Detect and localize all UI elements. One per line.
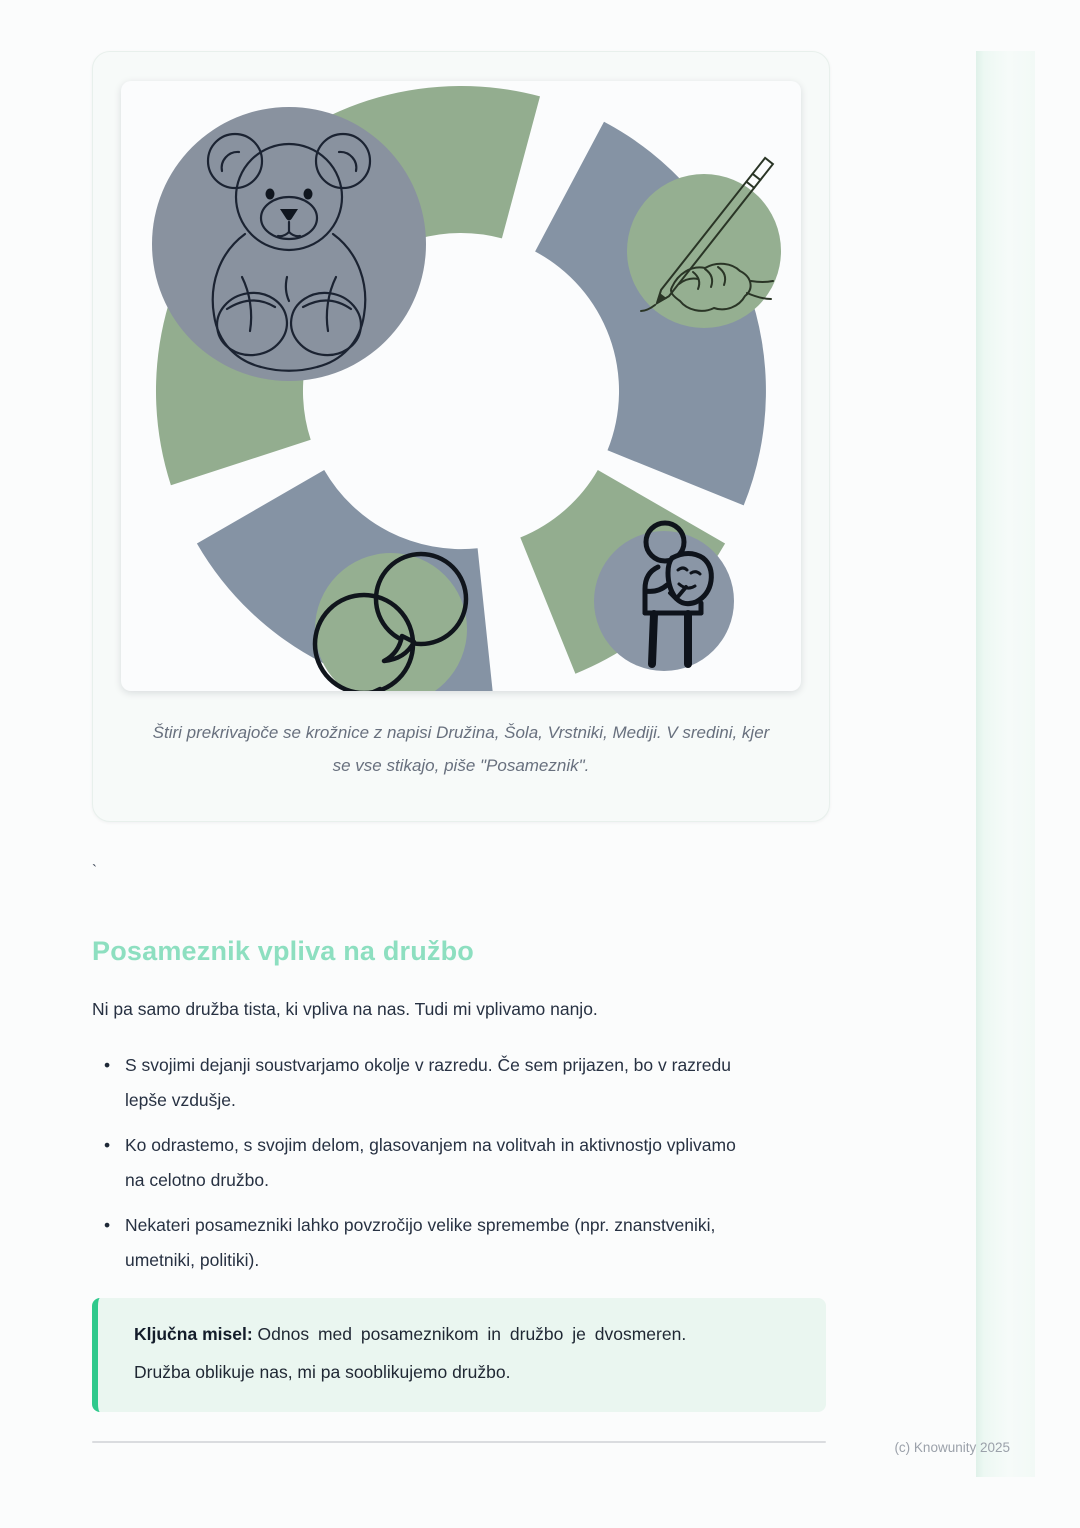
bullet-marker: •: [104, 1055, 111, 1075]
list-item: [92, 1048, 745, 1118]
stray-backtick: `: [92, 862, 97, 879]
bullet-list: [92, 1048, 745, 1288]
figure-illustration: [121, 81, 801, 691]
bullet-marker: •: [104, 1135, 111, 1155]
section-heading: Posameznik vpliva na družbo: [92, 936, 475, 966]
copyright-text: (c) Knowunity 2025: [894, 1440, 1010, 1455]
right-accent-bar: [976, 51, 1035, 1477]
teddy-bear-icon: [152, 107, 426, 381]
list-item: [92, 1208, 745, 1278]
callout-text-line1: Odnos med posameznikom in družbo je dvosmeren.: [257, 1324, 687, 1344]
bullet-marker: •: [104, 1215, 111, 1235]
key-idea-callout: [92, 1298, 826, 1412]
figure-card: [92, 51, 830, 822]
list-item-text: Nekateri posamezniki lahko povzročijo velike spremembe (npr. znanstveniki, umetniki, politiki).: [125, 1215, 716, 1270]
callout-label: Ključna misel:: [134, 1324, 253, 1344]
list-item-text: S svojimi dejanji soustvarjamo okolje v razredu. Če sem prijazen, bo v razredu lepše vzdušje.: [125, 1055, 731, 1110]
figure-caption: Štiri prekrivajoče se krožnice z napisi Družina, Šola, Vrstniki, Mediji. V sredini, kjer se vse stikajo, piše "Posameznik".: [152, 723, 770, 776]
list-item-text: Ko odrastemo, s svojim delom, glasovanjem na volitvah in aktivnostjo vplivamo na celotno družbo.: [125, 1135, 736, 1190]
list-item: [92, 1128, 745, 1198]
footer-divider: [92, 1441, 826, 1443]
intro-paragraph: Ni pa samo družba tista, ki vpliva na nas. Tudi mi vplivamo nanjo.: [92, 999, 598, 1019]
overlapping-circles-diagram: [121, 81, 801, 691]
callout-text-line2: Družba oblikuje nas, mi pa sooblikujemo družbo.: [134, 1362, 511, 1382]
